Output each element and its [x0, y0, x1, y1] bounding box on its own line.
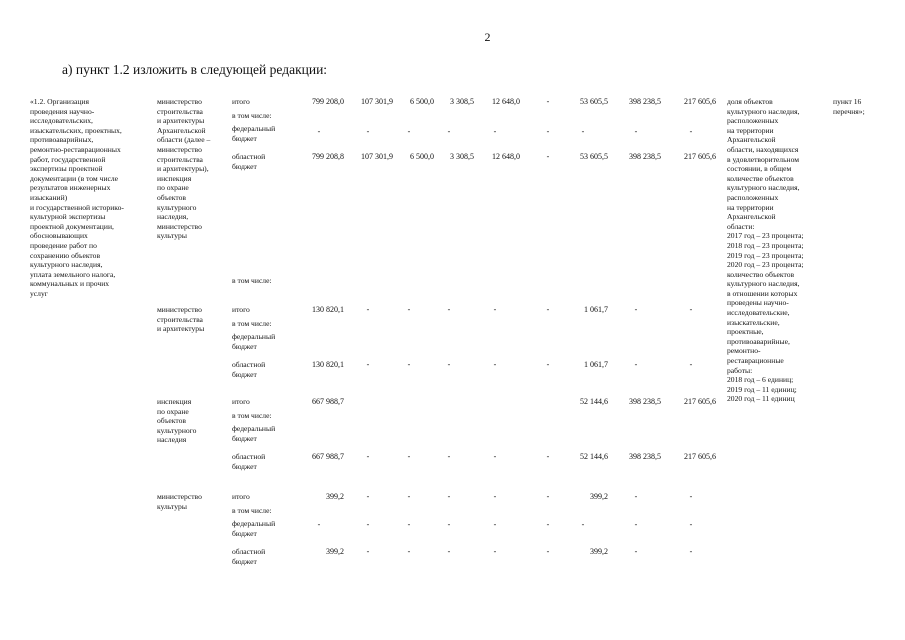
cult-regional-label: областной бюджет	[232, 547, 266, 566]
main-federal-dash: -	[546, 127, 550, 136]
mc-regional-dash: -	[493, 360, 497, 369]
cult-federal-dash: -	[407, 520, 411, 529]
insp-regional-label: областной бюджет	[232, 452, 266, 471]
insp-regional-dash: -	[493, 452, 497, 461]
insp-total-label: итого	[232, 397, 250, 406]
cult-total-dash: -	[546, 492, 550, 501]
insp-regional-cell: 667 988,7	[312, 452, 344, 461]
main-regional-cell: 217 605,6	[684, 152, 716, 161]
executor-main-cell: министерство строительства и архитектуры Архангельской области (далее – министерство строительства и архитектуры), инспекция по охране объектов культурного наследия, министерство культуры	[157, 97, 211, 241]
executor-ministry-culture-cell: министерство культуры	[157, 492, 202, 511]
mc-total-dash: -	[546, 305, 550, 314]
cult-regional-dash: -	[407, 547, 411, 556]
mc-total-dash: -	[689, 305, 693, 314]
main-total-label: итого	[232, 97, 250, 106]
main-federal-dash: -	[634, 127, 638, 136]
main-regional-cell: 53 605,5	[580, 152, 608, 161]
mc-regional-dash: -	[366, 360, 370, 369]
cult-total-dash: -	[447, 492, 451, 501]
main-federal-dash: -	[689, 127, 693, 136]
insp-regional-dash: -	[546, 452, 550, 461]
mc-regional-dash: -	[689, 360, 693, 369]
mc-total-dash: -	[366, 305, 370, 314]
insp-total-cell: 667 988,7	[312, 397, 344, 406]
target-indicator-cell: доля объектов культурного наследия, расположенных на территории Архангельской области, находящихся в удовлетворительном состоянии, в общем количестве объектов культурного наследия, расположенных на территории Архангельской области: 2017 год – 23 процента; 2018 год – 23 процента; 2019 год – 23 процента; 2020 год – 23 процента; количество объектов культурного наследия, в отношении которых проведены научно- исследовательские, изыскательские, проектные, противоаварийные, ремонтно- реставрационные работы: 2018 год – 6 единиц; 2019 год – 11 единиц; 2020 год – 11 единиц	[727, 97, 804, 404]
main-federal-label: федеральный бюджет	[232, 124, 276, 143]
insp-total-cell: 398 238,5	[629, 397, 661, 406]
main-regional-cell: 3 308,5	[450, 152, 474, 161]
cult-total-dash: -	[493, 492, 497, 501]
insp-total-cell: 217 605,6	[684, 397, 716, 406]
cult-total-dash: -	[366, 492, 370, 501]
mc-regional-dash: -	[634, 360, 638, 369]
main-federal-dash: -	[447, 127, 451, 136]
cult-total-dash: -	[634, 492, 638, 501]
main-regional-label: областной бюджет	[232, 152, 266, 171]
main-regional-cell: 6 500,0	[410, 152, 434, 161]
cult-federal-dash: -	[317, 520, 321, 529]
cult-federal-dash: -	[366, 520, 370, 529]
executor-ministry-construction-cell: министерство строительства и архитектуры	[157, 305, 205, 334]
main-regional-cell: -	[546, 152, 550, 161]
mc-federal-label: федеральный бюджет	[232, 332, 276, 351]
cult-federal-dash: -	[689, 520, 693, 529]
mc-including-label: в том числе:	[232, 319, 272, 328]
main-total-cell: 217 605,6	[684, 97, 716, 106]
mc-total-dash: -	[407, 305, 411, 314]
mc-total-dash: -	[447, 305, 451, 314]
main-total-cell: -	[546, 97, 550, 106]
cult-regional-dash: -	[366, 547, 370, 556]
cult-regional-dash: -	[546, 547, 550, 556]
main-regional-cell: 12 648,0	[492, 152, 520, 161]
insp-regional-cell: 398 238,5	[629, 452, 661, 461]
sub-including-label: в том числе:	[232, 276, 272, 285]
main-federal-dash: -	[493, 127, 497, 136]
cult-total-dash: -	[689, 492, 693, 501]
insp-federal-label: федеральный бюджет	[232, 424, 276, 443]
mc-total-dash: -	[493, 305, 497, 314]
activity-name-cell: «1.2. Организация проведения научно- исследовательских, изыскательских, проектных, противоаварийных, ремонтно-реставрационных работ, государственной экспертизы проектной документации (в том числе результатов инженерных изысканий) и государственной историко- культурной экспертизы проектной документации, обосновывающих проведение работ по сохранению объектов культурного наследия, уплата земельного налога, коммунальных и прочих услуг	[30, 97, 124, 298]
cult-total-dash: -	[407, 492, 411, 501]
mc-total-label: итого	[232, 305, 250, 314]
main-total-cell: 799 208,0	[312, 97, 344, 106]
main-federal-dash: -	[366, 127, 370, 136]
cult-regional-cell: 399,2	[326, 547, 344, 556]
insp-regional-dash: -	[407, 452, 411, 461]
main-total-cell: 12 648,0	[492, 97, 520, 106]
cult-federal-dash: -	[447, 520, 451, 529]
main-total-cell: 3 308,5	[450, 97, 474, 106]
insp-total-cell: 52 144,6	[580, 397, 608, 406]
main-total-cell: 53 605,5	[580, 97, 608, 106]
cult-regional-dash: -	[447, 547, 451, 556]
cult-total-cell: 399,2	[590, 492, 608, 501]
insp-regional-cell: 217 605,6	[684, 452, 716, 461]
main-regional-cell: 398 238,5	[629, 152, 661, 161]
cult-federal-dash: -	[546, 520, 550, 529]
cult-regional-dash: -	[493, 547, 497, 556]
page-number: 2	[484, 30, 491, 44]
main-total-cell: 398 238,5	[629, 97, 661, 106]
main-total-cell: 6 500,0	[410, 97, 434, 106]
insp-including-label: в том числе:	[232, 411, 272, 420]
mc-total-dash: -	[634, 305, 638, 314]
cult-total-cell: 399,2	[326, 492, 344, 501]
mc-total-cell: 1 061,7	[584, 305, 608, 314]
main-total-cell: 107 301,9	[361, 97, 393, 106]
mc-total-cell: 130 820,1	[312, 305, 344, 314]
mc-regional-dash: -	[407, 360, 411, 369]
cult-federal-label: федеральный бюджет	[232, 519, 276, 538]
executor-inspection-cell: инспекция по охране объектов культурного наследия	[157, 397, 197, 445]
reference-cell: пункт 16 перечня»;	[833, 97, 865, 116]
main-federal-dash: -	[581, 127, 585, 136]
cult-regional-dash: -	[689, 547, 693, 556]
mc-regional-cell: 1 061,7	[584, 360, 608, 369]
cult-regional-cell: 399,2	[590, 547, 608, 556]
insp-regional-dash: -	[366, 452, 370, 461]
main-regional-cell: 799 208,8	[312, 152, 344, 161]
main-regional-cell: 107 301,9	[361, 152, 393, 161]
insp-regional-dash: -	[447, 452, 451, 461]
cult-federal-dash: -	[493, 520, 497, 529]
mc-regional-cell: 130 820,1	[312, 360, 344, 369]
insp-regional-cell: 52 144,6	[580, 452, 608, 461]
mc-regional-dash: -	[447, 360, 451, 369]
cult-total-label: итого	[232, 492, 250, 501]
mc-regional-dash: -	[546, 360, 550, 369]
cult-federal-dash: -	[581, 520, 585, 529]
main-federal-dash: -	[407, 127, 411, 136]
cult-regional-dash: -	[634, 547, 638, 556]
cult-federal-dash: -	[634, 520, 638, 529]
mc-regional-label: областной бюджет	[232, 360, 266, 379]
amendment-heading: а) пункт 1.2 изложить в следующей редакции:	[62, 62, 328, 77]
cult-including-label: в том числе:	[232, 506, 272, 515]
main-federal-dash: -	[317, 127, 321, 136]
main-including-label: в том числе:	[232, 111, 272, 120]
